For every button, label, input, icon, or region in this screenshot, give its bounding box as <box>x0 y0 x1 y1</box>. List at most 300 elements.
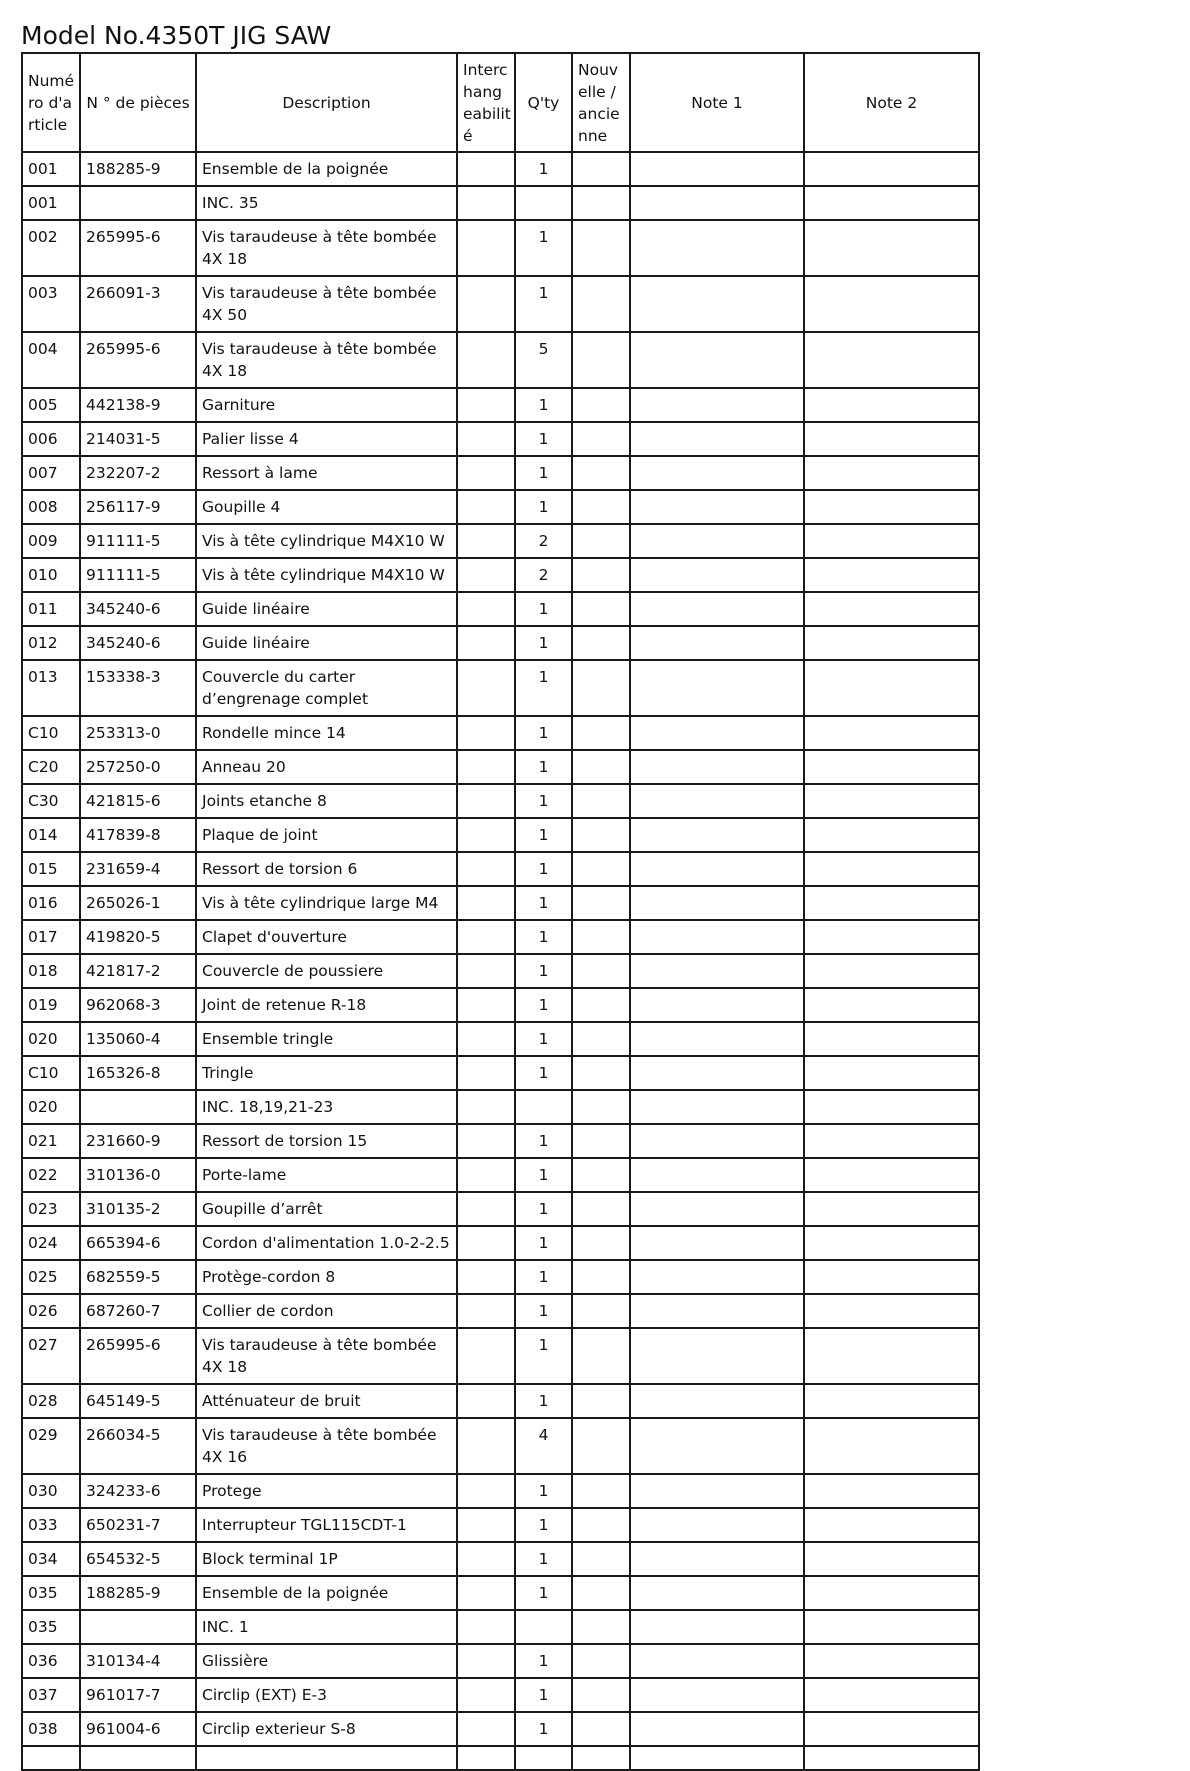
quantity-cell: 1 <box>515 490 572 524</box>
note-2-cell <box>804 660 979 716</box>
table-row <box>22 388 979 422</box>
note-1-cell <box>630 524 804 558</box>
table-row <box>22 1294 979 1328</box>
quantity-cell: 2 <box>515 558 572 592</box>
table-row <box>22 1226 979 1260</box>
part-number-cell: 310134-4 <box>80 1644 196 1678</box>
new-old-cell <box>572 716 630 750</box>
note-2-cell <box>804 1712 979 1746</box>
part-number-cell: 214031-5 <box>80 422 196 456</box>
description-cell: Plaque de joint <box>196 818 457 852</box>
note-1-cell <box>630 1576 804 1610</box>
description-cell: Glissière <box>196 1644 457 1678</box>
table-row <box>22 1384 979 1418</box>
item-number-cell: 020 <box>22 1022 80 1056</box>
quantity-cell: 1 <box>515 1576 572 1610</box>
interchangeability-cell <box>457 818 515 852</box>
note-1-cell <box>630 988 804 1022</box>
item-number-cell: 003 <box>22 276 80 332</box>
note-1-cell <box>630 1542 804 1576</box>
new-old-cell <box>572 1226 630 1260</box>
quantity-cell: 1 <box>515 1712 572 1746</box>
table-row <box>22 592 979 626</box>
note-1-cell <box>630 332 804 388</box>
table-row <box>22 1056 979 1090</box>
part-number-cell: 682559-5 <box>80 1260 196 1294</box>
new-old-cell <box>572 1056 630 1090</box>
new-old-cell <box>572 626 630 660</box>
quantity-cell: 1 <box>515 1508 572 1542</box>
part-number-cell: 253313-0 <box>80 716 196 750</box>
new-old-cell <box>572 388 630 422</box>
quantity-cell: 1 <box>515 988 572 1022</box>
new-old-cell <box>572 1192 630 1226</box>
quantity-cell: 1 <box>515 818 572 852</box>
new-old-cell <box>572 660 630 716</box>
new-old-cell <box>572 1260 630 1294</box>
new-old-cell <box>572 1090 630 1124</box>
description-cell: Vis à tête cylindrique M4X10 W <box>196 558 457 592</box>
new-old-cell <box>572 954 630 988</box>
description-cell: Circlip (EXT) E-3 <box>196 1678 457 1712</box>
new-old-cell <box>572 1474 630 1508</box>
item-number-cell: 004 <box>22 332 80 388</box>
interchangeability-cell <box>457 1158 515 1192</box>
table-row <box>22 1644 979 1678</box>
header-interchangeability: Interc hang eabilit é <box>457 53 515 152</box>
quantity-cell: 1 <box>515 220 572 276</box>
header-part-number: N ° de pièces <box>80 53 196 152</box>
table-row <box>22 490 979 524</box>
note-2-cell <box>804 1158 979 1192</box>
interchangeability-cell <box>457 1610 515 1644</box>
part-number-cell: 231660-9 <box>80 1124 196 1158</box>
part-number-cell: 265995-6 <box>80 1328 196 1384</box>
note-2-cell <box>804 1192 979 1226</box>
table-row <box>22 1124 979 1158</box>
note-2-cell <box>804 1090 979 1124</box>
parts-table-body <box>22 152 979 1770</box>
empty-cell <box>515 1746 572 1770</box>
description-cell: Vis taraudeuse à tête bombée 4X 18 <box>196 332 457 388</box>
interchangeability-cell <box>457 1644 515 1678</box>
description-cell: Vis taraudeuse à tête bombée 4X 50 <box>196 276 457 332</box>
note-2-cell <box>804 558 979 592</box>
quantity-cell: 1 <box>515 1644 572 1678</box>
item-number-cell: 010 <box>22 558 80 592</box>
new-old-cell <box>572 920 630 954</box>
new-old-cell <box>572 1610 630 1644</box>
part-number-cell: 265995-6 <box>80 220 196 276</box>
table-row <box>22 954 979 988</box>
description-cell: Block terminal 1P <box>196 1542 457 1576</box>
empty-cell <box>457 1746 515 1770</box>
part-number-cell: 232207-2 <box>80 456 196 490</box>
part-number-cell: 421815-6 <box>80 784 196 818</box>
note-1-cell <box>630 456 804 490</box>
item-number-cell: 020 <box>22 1090 80 1124</box>
page-title: Model No.4350T JIG SAW <box>21 21 332 50</box>
note-2-cell <box>804 1610 979 1644</box>
part-number-cell: 962068-3 <box>80 988 196 1022</box>
note-1-cell <box>630 1712 804 1746</box>
note-1-cell <box>630 750 804 784</box>
new-old-cell <box>572 784 630 818</box>
new-old-cell <box>572 152 630 186</box>
quantity-cell: 1 <box>515 954 572 988</box>
item-number-cell: 001 <box>22 186 80 220</box>
description-cell: Garniture <box>196 388 457 422</box>
item-number-cell: 009 <box>22 524 80 558</box>
description-cell: Atténuateur de bruit <box>196 1384 457 1418</box>
part-number-cell: 911111-5 <box>80 558 196 592</box>
new-old-cell <box>572 852 630 886</box>
note-2-cell <box>804 1576 979 1610</box>
quantity-cell: 1 <box>515 1542 572 1576</box>
quantity-cell: 1 <box>515 276 572 332</box>
interchangeability-cell <box>457 626 515 660</box>
part-number-cell: 257250-0 <box>80 750 196 784</box>
interchangeability-cell <box>457 1056 515 1090</box>
interchangeability-cell <box>457 1542 515 1576</box>
item-number-cell: 038 <box>22 1712 80 1746</box>
new-old-cell <box>572 1508 630 1542</box>
new-old-cell <box>572 818 630 852</box>
new-old-cell <box>572 1418 630 1474</box>
quantity-cell: 1 <box>515 1474 572 1508</box>
note-2-cell <box>804 388 979 422</box>
item-number-cell: 037 <box>22 1678 80 1712</box>
item-number-cell: 011 <box>22 592 80 626</box>
interchangeability-cell <box>457 1090 515 1124</box>
new-old-cell <box>572 558 630 592</box>
item-number-cell: C10 <box>22 1056 80 1090</box>
note-1-cell <box>630 1610 804 1644</box>
table-row <box>22 524 979 558</box>
table-row <box>22 1158 979 1192</box>
description-cell: Vis à tête cylindrique large M4 <box>196 886 457 920</box>
interchangeability-cell <box>457 954 515 988</box>
note-1-cell <box>630 818 804 852</box>
description-cell: Anneau 20 <box>196 750 457 784</box>
interchangeability-cell <box>457 152 515 186</box>
table-row <box>22 660 979 716</box>
note-2-cell <box>804 626 979 660</box>
note-2-cell <box>804 1226 979 1260</box>
item-number-cell: 015 <box>22 852 80 886</box>
new-old-cell <box>572 886 630 920</box>
part-number-cell: 266034-5 <box>80 1418 196 1474</box>
description-cell: INC. 35 <box>196 186 457 220</box>
table-row <box>22 818 979 852</box>
item-number-cell: 012 <box>22 626 80 660</box>
note-2-cell <box>804 1384 979 1418</box>
note-1-cell <box>630 1260 804 1294</box>
quantity-cell: 1 <box>515 1192 572 1226</box>
new-old-cell <box>572 1576 630 1610</box>
note-1-cell <box>630 1328 804 1384</box>
new-old-cell <box>572 1294 630 1328</box>
quantity-cell: 1 <box>515 1022 572 1056</box>
interchangeability-cell <box>457 750 515 784</box>
note-1-cell <box>630 852 804 886</box>
note-1-cell <box>630 1644 804 1678</box>
table-row <box>22 1610 979 1644</box>
note-2-cell <box>804 186 979 220</box>
interchangeability-cell <box>457 988 515 1022</box>
note-2-cell <box>804 954 979 988</box>
table-row <box>22 1678 979 1712</box>
interchangeability-cell <box>457 784 515 818</box>
part-number-cell: 421817-2 <box>80 954 196 988</box>
description-cell: Vis taraudeuse à tête bombée 4X 16 <box>196 1418 457 1474</box>
item-number-cell: 001 <box>22 152 80 186</box>
description-cell: Rondelle mince 14 <box>196 716 457 750</box>
table-row <box>22 1090 979 1124</box>
description-cell: Interrupteur TGL115CDT-1 <box>196 1508 457 1542</box>
new-old-cell <box>572 524 630 558</box>
interchangeability-cell <box>457 524 515 558</box>
note-1-cell <box>630 1226 804 1260</box>
interchangeability-cell <box>457 1226 515 1260</box>
interchangeability-cell <box>457 592 515 626</box>
item-number-cell: 030 <box>22 1474 80 1508</box>
quantity-cell: 1 <box>515 1226 572 1260</box>
item-number-cell: 022 <box>22 1158 80 1192</box>
part-number-cell: 419820-5 <box>80 920 196 954</box>
note-1-cell <box>630 186 804 220</box>
note-1-cell <box>630 1022 804 1056</box>
interchangeability-cell <box>457 1712 515 1746</box>
empty-cell <box>572 1746 630 1770</box>
part-number-cell: 911111-5 <box>80 524 196 558</box>
note-1-cell <box>630 1124 804 1158</box>
quantity-cell: 1 <box>515 592 572 626</box>
header-item-number: Numé ro d'a rticle <box>22 53 80 152</box>
quantity-cell: 1 <box>515 920 572 954</box>
note-1-cell <box>630 1508 804 1542</box>
description-cell: Tringle <box>196 1056 457 1090</box>
table-row <box>22 750 979 784</box>
interchangeability-cell <box>457 276 515 332</box>
new-old-cell <box>572 332 630 388</box>
note-1-cell <box>630 1418 804 1474</box>
note-2-cell <box>804 1124 979 1158</box>
item-number-cell: 034 <box>22 1542 80 1576</box>
new-old-cell <box>572 220 630 276</box>
note-1-cell <box>630 152 804 186</box>
part-number-cell: 645149-5 <box>80 1384 196 1418</box>
interchangeability-cell <box>457 1678 515 1712</box>
table-row <box>22 456 979 490</box>
quantity-cell: 1 <box>515 1678 572 1712</box>
table-row <box>22 1022 979 1056</box>
note-2-cell <box>804 1022 979 1056</box>
header-note-2: Note 2 <box>804 53 979 152</box>
interchangeability-cell <box>457 886 515 920</box>
table-row <box>22 1576 979 1610</box>
note-2-cell <box>804 220 979 276</box>
item-number-cell: 035 <box>22 1610 80 1644</box>
item-number-cell: 002 <box>22 220 80 276</box>
quantity-cell: 2 <box>515 524 572 558</box>
part-number-cell: 310135-2 <box>80 1192 196 1226</box>
quantity-cell <box>515 1610 572 1644</box>
interchangeability-cell <box>457 1328 515 1384</box>
header-new-old: Nouv elle / ancie nne <box>572 53 630 152</box>
interchangeability-cell <box>457 1260 515 1294</box>
table-row <box>22 1542 979 1576</box>
new-old-cell <box>572 422 630 456</box>
item-number-cell: 036 <box>22 1644 80 1678</box>
interchangeability-cell <box>457 456 515 490</box>
item-number-cell: 023 <box>22 1192 80 1226</box>
description-cell: Ressort de torsion 15 <box>196 1124 457 1158</box>
new-old-cell <box>572 1022 630 1056</box>
part-number-cell: 188285-9 <box>80 1576 196 1610</box>
new-old-cell <box>572 988 630 1022</box>
description-cell: Ressort de torsion 6 <box>196 852 457 886</box>
note-1-cell <box>630 1090 804 1124</box>
part-number-cell: 665394-6 <box>80 1226 196 1260</box>
quantity-cell: 4 <box>515 1418 572 1474</box>
description-cell: Collier de cordon <box>196 1294 457 1328</box>
description-cell: Couvercle de poussiere <box>196 954 457 988</box>
note-2-cell <box>804 716 979 750</box>
note-2-cell <box>804 988 979 1022</box>
part-number-cell: 417839-8 <box>80 818 196 852</box>
description-cell: Ensemble de la poignée <box>196 152 457 186</box>
item-number-cell: C20 <box>22 750 80 784</box>
note-2-cell <box>804 152 979 186</box>
note-1-cell <box>630 1158 804 1192</box>
new-old-cell <box>572 1158 630 1192</box>
table-row <box>22 852 979 886</box>
part-number-cell: 961017-7 <box>80 1678 196 1712</box>
description-cell: Guide linéaire <box>196 626 457 660</box>
note-2-cell <box>804 1056 979 1090</box>
table-row <box>22 784 979 818</box>
table-row <box>22 1474 979 1508</box>
table-row <box>22 716 979 750</box>
interchangeability-cell <box>457 1022 515 1056</box>
note-1-cell <box>630 220 804 276</box>
interchangeability-cell <box>457 1418 515 1474</box>
part-number-cell: 256117-9 <box>80 490 196 524</box>
description-cell: Ensemble tringle <box>196 1022 457 1056</box>
quantity-cell: 1 <box>515 660 572 716</box>
note-1-cell <box>630 558 804 592</box>
note-1-cell <box>630 422 804 456</box>
table-row-partial <box>22 1746 979 1770</box>
empty-cell <box>630 1746 804 1770</box>
item-number-cell: 019 <box>22 988 80 1022</box>
part-number-cell <box>80 1090 196 1124</box>
table-row <box>22 220 979 276</box>
note-2-cell <box>804 332 979 388</box>
note-2-cell <box>804 456 979 490</box>
quantity-cell: 1 <box>515 716 572 750</box>
note-2-cell <box>804 784 979 818</box>
new-old-cell <box>572 750 630 784</box>
table-row <box>22 1712 979 1746</box>
interchangeability-cell <box>457 1508 515 1542</box>
note-2-cell <box>804 852 979 886</box>
description-cell: Joint de retenue R-18 <box>196 988 457 1022</box>
empty-cell <box>22 1746 80 1770</box>
part-number-cell: 266091-3 <box>80 276 196 332</box>
part-number-cell: 265026-1 <box>80 886 196 920</box>
header-quantity: Q'ty <box>515 53 572 152</box>
note-2-cell <box>804 1294 979 1328</box>
interchangeability-cell <box>457 1192 515 1226</box>
part-number-cell: 165326-8 <box>80 1056 196 1090</box>
part-number-cell <box>80 186 196 220</box>
part-number-cell: 231659-4 <box>80 852 196 886</box>
item-number-cell: 008 <box>22 490 80 524</box>
description-cell: Vis taraudeuse à tête bombée 4X 18 <box>196 220 457 276</box>
item-number-cell: 028 <box>22 1384 80 1418</box>
part-number-cell: 442138-9 <box>80 388 196 422</box>
description-cell: Porte-lame <box>196 1158 457 1192</box>
quantity-cell: 5 <box>515 332 572 388</box>
note-1-cell <box>630 592 804 626</box>
description-cell: INC. 1 <box>196 1610 457 1644</box>
header-note-1: Note 1 <box>630 53 804 152</box>
part-number-cell <box>80 1610 196 1644</box>
part-number-cell: 345240-6 <box>80 626 196 660</box>
note-2-cell <box>804 1678 979 1712</box>
interchangeability-cell <box>457 1474 515 1508</box>
quantity-cell: 1 <box>515 626 572 660</box>
table-row <box>22 920 979 954</box>
note-2-cell <box>804 1644 979 1678</box>
quantity-cell: 1 <box>515 1124 572 1158</box>
note-2-cell <box>804 886 979 920</box>
quantity-cell: 1 <box>515 456 572 490</box>
part-number-cell: 650231-7 <box>80 1508 196 1542</box>
item-number-cell: 005 <box>22 388 80 422</box>
table-row <box>22 626 979 660</box>
new-old-cell <box>572 1542 630 1576</box>
new-old-cell <box>572 1678 630 1712</box>
description-cell: Vis à tête cylindrique M4X10 W <box>196 524 457 558</box>
note-2-cell <box>804 750 979 784</box>
new-old-cell <box>572 276 630 332</box>
note-2-cell <box>804 818 979 852</box>
quantity-cell <box>515 1090 572 1124</box>
quantity-cell: 1 <box>515 388 572 422</box>
interchangeability-cell <box>457 1124 515 1158</box>
part-number-cell: 153338-3 <box>80 660 196 716</box>
interchangeability-cell <box>457 332 515 388</box>
quantity-cell: 1 <box>515 886 572 920</box>
item-number-cell: C10 <box>22 716 80 750</box>
item-number-cell: 026 <box>22 1294 80 1328</box>
note-2-cell <box>804 490 979 524</box>
note-1-cell <box>630 954 804 988</box>
quantity-cell: 1 <box>515 1056 572 1090</box>
description-cell: Joints etanche 8 <box>196 784 457 818</box>
quantity-cell: 1 <box>515 1260 572 1294</box>
new-old-cell <box>572 456 630 490</box>
item-number-cell: C30 <box>22 784 80 818</box>
part-number-cell: 135060-4 <box>80 1022 196 1056</box>
note-2-cell <box>804 1328 979 1384</box>
table-row <box>22 332 979 388</box>
note-1-cell <box>630 716 804 750</box>
note-1-cell <box>630 1678 804 1712</box>
